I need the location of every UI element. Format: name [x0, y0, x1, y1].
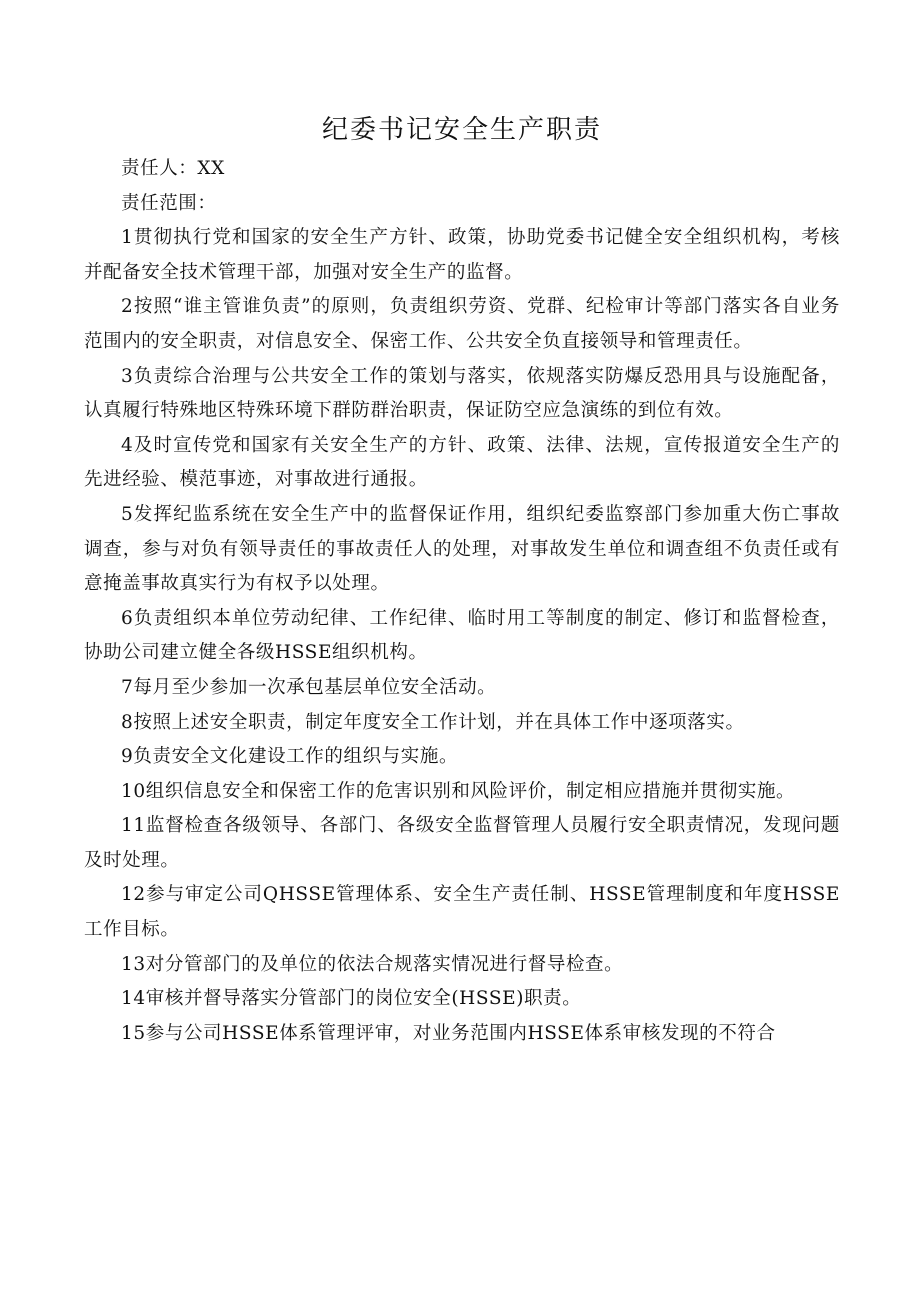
duty-item-3: 3负责综合治理与公共安全工作的策划与落实，依规落实防爆反恐用具与设施配备，认真履行特殊地区特殊环境下群防群治职责，保证防空应急演练的到位有效。	[84, 365, 840, 422]
duty-item-5: 5发挥纪监系统在安全生产中的监督保证作用，组织纪委监察部门参加重大伤亡事故调查，参与对负有领导责任的事故责任人的处理，对事故发生单位和调查组不负责任或有意掩盖事故真实行为有权予以处理。	[84, 503, 840, 595]
duty-item-14: 14审核并督导落实分管部门的岗位安全(HSSE)职责。	[121, 988, 582, 1010]
duty-item-15: 15参与公司HSSE体系管理评审，对业务范围内HSSE体系审核发现的不符合	[121, 1022, 776, 1044]
responsible-person: 责任人：XX	[121, 158, 225, 179]
duty-item-9: 9负责安全文化建设工作的组织与实施。	[121, 746, 459, 768]
duty-item-2: 2按照“谁主管谁负责”的原则，负责组织劳资、党群、纪检审计等部门落实各自业务范围内的安全职责，对信息安全、保密工作、公共安全负直接领导和管理责任。	[84, 296, 840, 352]
document-body	[84, 152, 840, 1051]
duty-item-6: 6负责组织本单位劳动纪律、工作纪律、临时用工等制度的制定、修订和监督检查，协助公司建立健全各级HSSE组织机构。	[84, 607, 840, 664]
duty-item-1: 1贯彻执行党和国家的安全生产方针、政策，协助党委书记健全安全组织机构，考核并配备安全技术管理干部，加强对安全生产的监督。	[84, 227, 840, 283]
duty-item-7: 7每月至少参加一次承包基层单位安全活动。	[121, 676, 497, 698]
duty-item-12: 12参与审定公司QHSSE管理体系、安全生产责任制、HSSE管理制度和年度HSSE工作目标。	[84, 884, 840, 941]
scope-label: 责任范围：	[121, 192, 217, 214]
duty-item-4: 4及时宣传党和国家有关安全生产的方针、政策、法律、法规，宣传报道安全生产的先进经验、模范事迹，对事故进行通报。	[84, 434, 840, 491]
duty-item-10: 10组织信息安全和保密工作的危害识别和风险评价，制定相应措施并贯彻实施。	[121, 780, 796, 802]
duty-item-13: 13对分管部门的及单位的依法合规落实情况进行督导检查。	[121, 953, 624, 975]
duty-item-11: 11监督检查各级领导、各部门、各级安全监督管理人员履行安全职责情况，发现问题及时处理。	[84, 815, 840, 871]
duty-item-8: 8按照上述安全职责，制定年度安全工作计划，并在具体工作中逐项落实。	[121, 711, 745, 733]
document-title: 纪委书记安全生产职责	[321, 115, 602, 145]
